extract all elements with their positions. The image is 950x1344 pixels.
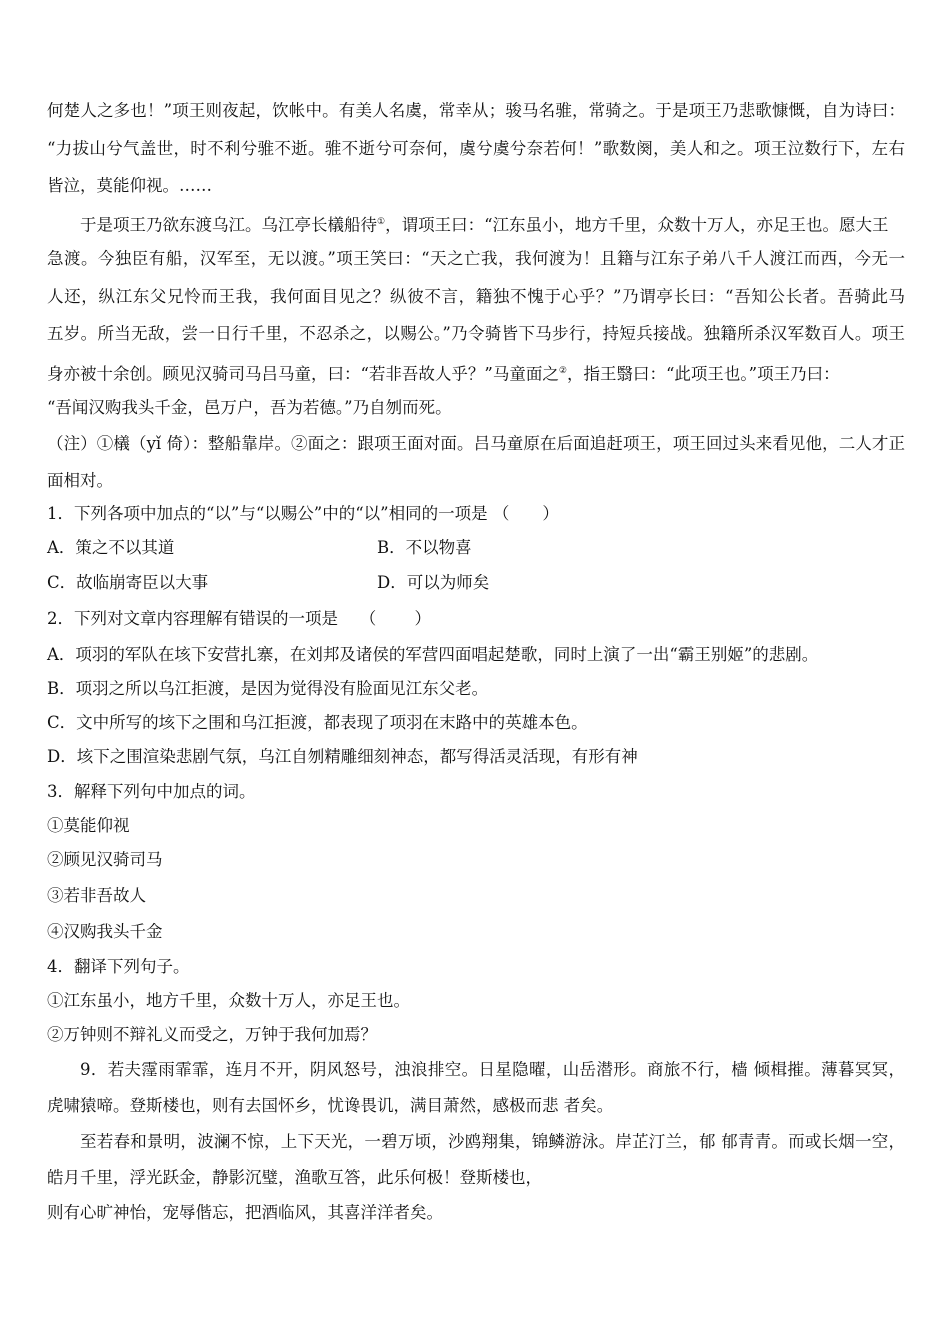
text-segment: 于是项王乃欲东渡乌江。乌江亭长檥船待: [80, 215, 377, 235]
question-item: ②万钟则不辩礼义而受之，万钟于我何加焉？: [47, 1025, 377, 1044]
text-line: [80, 212, 905, 236]
option-c: C．文中所写的垓下之围和乌江拒渡，都表现了项羽在末路中的英雄本色。: [47, 713, 588, 732]
option-b: B．项羽之所以乌江拒渡，是因为觉得没有脸面见江东父老。: [47, 679, 489, 698]
text-line: 则有心旷神怡，宠辱偕忘，把酒临风，其喜洋洋者矣。: [47, 1203, 443, 1222]
option-row: [47, 538, 905, 558]
option-a: A．项羽的军队在垓下安营扎寨，在刘邦及诸侯的军营四面唱起楚歌，同时上演了一出“霸王别姬”的悲剧。: [47, 645, 819, 664]
question-stem: 1．下列各项中加点的“以”与“以赐公”中的“以”相同的一项是 （ ）: [47, 504, 559, 523]
text-line: 人还，纵江东父兄怜而王我，我何面目见之？纵彼不言，籍独不愧于心乎？”乃谓亭长曰：“吾知公长者。吾骑此马: [47, 287, 905, 306]
option-c: C．故临崩寄臣以大事: [47, 573, 209, 592]
question-item: ③若非吾故人: [47, 886, 146, 905]
option-b: B．不以物喜: [377, 538, 472, 557]
option-d: D．垓下之围渲染悲剧气氛，乌江自刎精雕细刻神态，都写得活灵活现，有形有神: [47, 747, 638, 766]
text-line: 急渡。今独臣有船，汉军至，无以渡。”项王笑曰：“天之亡我，我何渡为！且籍与江东子弟八千人渡江而西，今无一: [47, 249, 905, 268]
option-row: [47, 573, 905, 593]
text-line: 9．若夫霪雨霏霏，连月不开，阴风怒号，浊浪排空。日星隐曜，山岳潜形。商旅不行，樯 倾楫摧。薄暮冥冥，: [80, 1060, 905, 1079]
text-line: [47, 361, 905, 385]
footnote-line: 面相对。: [47, 471, 113, 490]
question-item: ④汉购我头千金: [47, 922, 163, 941]
footnote-mark: ①: [377, 217, 386, 227]
footnote-mark: ②: [558, 366, 567, 376]
footnote-line: （注）①檥（yǐ 倚）：整船靠岸。②面之：跟项王面对面。吕马童原在后面追赶项王，项王回过头来看见他，二人才正: [47, 434, 905, 453]
text-segment: ，谓项王曰：“江东虽小，地方千里，众数十万人，亦足王也。愿大王: [385, 215, 889, 235]
text-line: 至若春和景明，波澜不惊，上下天光，一碧万顷，沙鸥翔集，锦鳞游泳。岸芷汀兰，郁 郁青青。而或长烟一空，: [80, 1132, 905, 1151]
text-line: 何楚人之多也！”项王则夜起，饮帐中。有美人名虞，常幸从；骏马名骓，常骑之。于是项王乃悲歌慷慨，自为诗曰：: [47, 101, 905, 120]
option-d: D．可以为师矣: [377, 573, 490, 592]
option-a: A．策之不以其道: [47, 538, 175, 557]
question-stem: 3．解释下列句中加点的词。: [47, 782, 256, 801]
text-line: 皆泣，莫能仰视。……: [47, 176, 212, 195]
text-line: “吾闻汉购我头千金，邑万户，吾为若德。”乃自刎而死。: [47, 398, 452, 417]
question-item: ①莫能仰视: [47, 816, 130, 835]
text-segment: ，指王翳曰：“此项王也。”项王乃曰：: [566, 364, 840, 384]
text-line: “力拔山兮气盖世，时不利兮骓不逝。骓不逝兮可奈何，虞兮虞兮奈若何！”歌数阕，美人和之。项王泣数行下，左右: [47, 139, 905, 158]
text-segment: 身亦被十余创。顾见汉骑司马吕马童，曰：“若非吾故人乎？”马童面之: [47, 364, 559, 384]
text-line: 皓月千里，浮光跃金，静影沉璧，渔歌互答，此乐何极！登斯楼也，: [47, 1168, 542, 1187]
question-stem: 2．下列对文章内容理解有错误的一项是 （ ）: [47, 609, 431, 628]
question-item: ①江东虽小，地方千里，众数十万人，亦足王也。: [47, 991, 410, 1010]
text-line: 五岁。所当无敌，尝一日行千里，不忍杀之，以赐公。”乃令骑皆下马步行，持短兵接战。独籍所杀汉军数百人。项王: [47, 324, 905, 343]
question-stem: 4．翻译下列句子。: [47, 957, 190, 976]
text-line: 虎啸猿啼。登斯楼也，则有去国怀乡，忧谗畏讥，满目萧然，感极而悲 者矣。: [47, 1096, 614, 1115]
question-item: ②顾见汉骑司马: [47, 850, 163, 869]
